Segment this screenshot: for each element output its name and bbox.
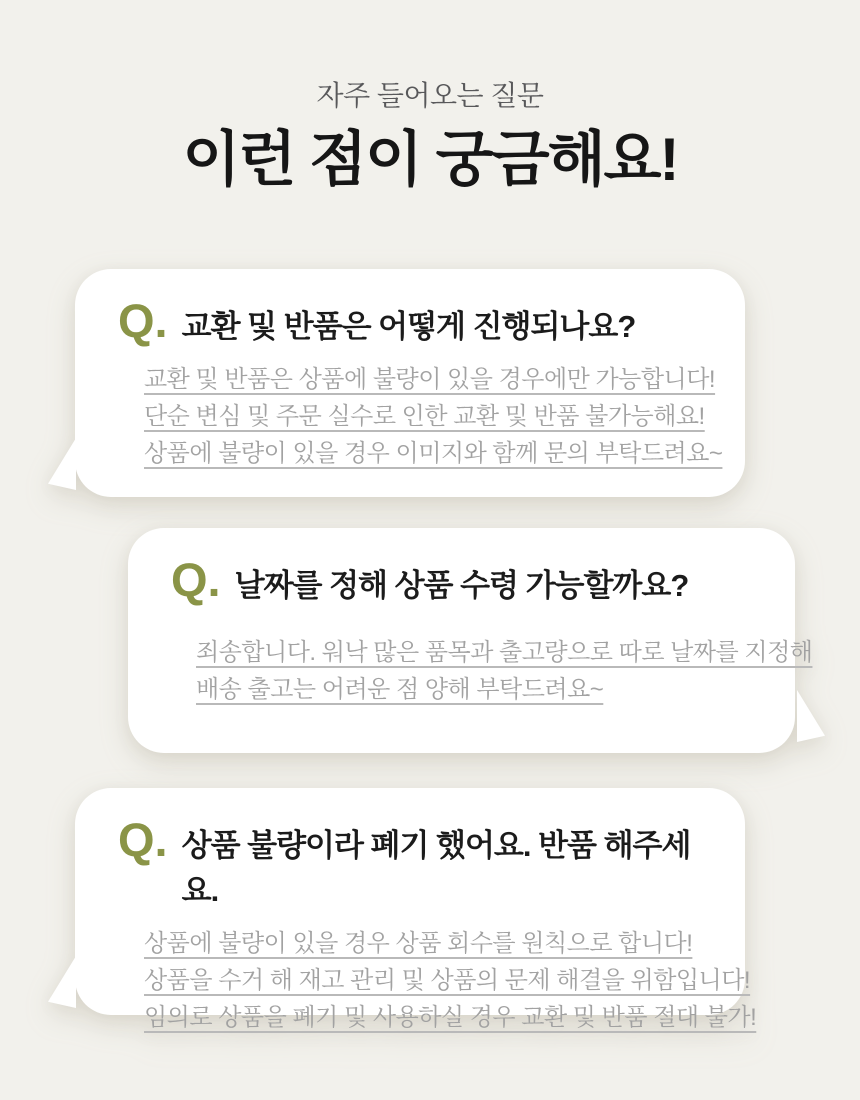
faq-answers bbox=[196, 634, 813, 708]
speech-bubble-tail-right bbox=[797, 690, 825, 742]
faq-question: 교환 및 반품은 어떻게 진행되나요? bbox=[181, 309, 636, 344]
faq-answers bbox=[144, 361, 723, 472]
speech-bubble-tail-left bbox=[48, 956, 76, 1008]
faq-answers bbox=[144, 925, 757, 1036]
faq-answer-line: 상품에 불량이 있을 경우 이미지와 함께 문의 부탁드려요~ bbox=[144, 440, 723, 467]
faq-answer-line: 상품을 수거 해 재고 관리 및 상품의 문제 해결을 위함입니다! bbox=[144, 967, 751, 994]
q-mark: Q. bbox=[171, 553, 221, 606]
question-row bbox=[118, 294, 709, 347]
question-row bbox=[171, 553, 759, 606]
question-row bbox=[118, 813, 709, 910]
page-header bbox=[0, 0, 860, 192]
header-subtitle: 자주 들어오는 질문 bbox=[316, 80, 544, 111]
faq-card-delivery-date bbox=[128, 528, 813, 753]
speech-bubble-tail-left bbox=[48, 438, 76, 490]
q-mark: Q. bbox=[118, 813, 168, 866]
faq-answer-line: 교환 및 반품은 상품에 불량이 있을 경우에만 가능합니다! bbox=[144, 366, 716, 393]
faq-card-exchange-return bbox=[75, 269, 745, 497]
page-title: 이런 점이 궁금해요! bbox=[182, 126, 678, 193]
faq-question: 상품 불량이라 폐기 했어요. 반품 해주세요. bbox=[181, 828, 691, 908]
faq-card-defect-disposal bbox=[75, 788, 757, 1031]
faq-answer-line: 죄송합니다. 워낙 많은 품목과 출고량으로 따로 날짜를 지정해 bbox=[196, 639, 813, 666]
faq-answer-line: 임의로 상품을 폐기 및 사용하실 경우 교환 및 반품 절대 불가! bbox=[144, 1004, 757, 1031]
faq-answer-line: 상품에 불량이 있을 경우 상품 회수를 원칙으로 합니다! bbox=[144, 930, 693, 957]
faq-answer-line: 배송 출고는 어려운 점 양해 부탁드려요~ bbox=[196, 676, 604, 703]
faq-answer-line: 단순 변심 및 주문 실수로 인한 교환 및 반품 불가능해요! bbox=[144, 403, 705, 430]
faq-question: 날짜를 정해 상품 수령 가능할까요? bbox=[234, 568, 689, 603]
q-mark: Q. bbox=[118, 294, 168, 347]
